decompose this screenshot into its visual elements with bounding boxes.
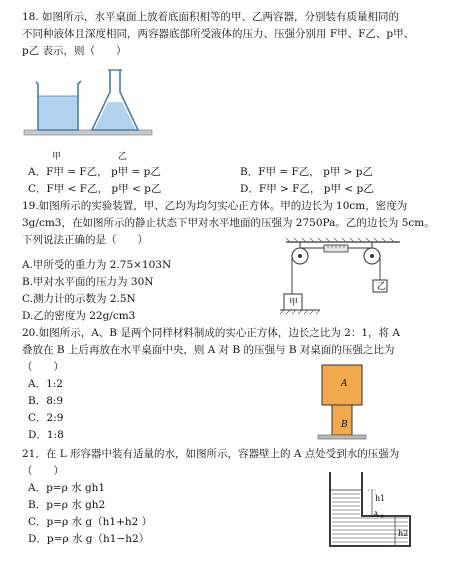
q18-line-1: 18. 如图所示，水平桌面上放着底面积相等的甲、乙两容器，分别装有质量相同的 (22, 11, 400, 23)
q20-label-a: A (341, 379, 348, 389)
q20-label-b: B (341, 420, 348, 430)
q20-option-b: B．8:9 (28, 395, 64, 407)
q18-beaker-liquid (38, 96, 78, 130)
q20-stacked-blocks-figure (318, 363, 386, 441)
q20-line-1: 20.如图所示，A、B 是两个同样材料制成的实心正方体，边长之比为 2：1，将 A (22, 327, 400, 339)
q18-line-3: p乙 表示，则（ ） (22, 45, 127, 57)
q21-label-a: A (373, 510, 379, 519)
q18-line-2: 不同种液体且深度相同，两容器底部所受液体的压力、压强分别用 F甲、F乙、p甲、 (22, 28, 415, 40)
q20-option-c: C．2:9 (28, 412, 64, 424)
q19-line-1: 19.如图所示的实验装置，甲、乙均为均匀实心正方体。甲的边长为 10cm，密度为 (22, 200, 408, 212)
q18-label-jia: 甲 (52, 152, 62, 162)
q19-line-2: 3g/cm3，在如图所示的静止状态下甲对水平地面的压强为 2750Pa。乙的边长为 5cm。 (22, 217, 435, 229)
q21-label-h1: h1 (375, 494, 386, 503)
q19-option-d: D.乙的密度为 22g/cm3 (22, 310, 136, 322)
q18-label-yi: 乙 (118, 152, 128, 162)
q20-line-3: （ ） (22, 361, 64, 373)
q20-option-d: D．1:8 (28, 429, 64, 441)
q21-option-a: A．p=ρ 水 gh1 (28, 482, 106, 494)
q21-line-2: （ ） (22, 465, 64, 477)
q21-option-d: D．p=ρ 水 g（h1−h2） (28, 533, 150, 545)
q18-option-c: C．F甲 < F乙， p甲 < p乙 (28, 183, 162, 195)
q19-option-b: B.甲对水平面的压力为 30N (22, 276, 154, 288)
q21-point-a (381, 515, 384, 518)
q21-label-h2: h2 (398, 529, 409, 538)
q19-option-a: A.甲所受的重力为 2.75×103N (22, 259, 172, 271)
q19-label-jia: 甲 (289, 298, 299, 308)
q21-line-1: 21．在 L 形容器中装有适量的水，如图所示，容器壁上的 A 点处受到水的压强为 (22, 448, 400, 460)
q19-pulley-figure (280, 236, 406, 318)
q18-flask-liquid (94, 102, 136, 130)
q19-line-3: 下列说法正确的是（ ） (22, 234, 148, 246)
q18-option-d: D．F甲 > F乙， p甲 < p乙 (240, 183, 374, 195)
q18-option-a: A．F甲 = F乙， p甲 = p乙 (28, 166, 161, 178)
q20-table (318, 435, 366, 439)
q19-option-c: C.测力计的示数为 2.5N (22, 293, 136, 305)
q20-line-2: 叠放在 B 上后再放在水平桌面中央，则 A 对 B 的压强与 B 对桌面的压强之比为 (22, 344, 395, 356)
q18-container-figure (24, 68, 154, 150)
q19-label-yi: 乙 (377, 282, 387, 292)
q20-option-a: A．1:2 (28, 378, 63, 390)
q18-option-b: B．F甲 = F乙， p甲 > p乙 (240, 166, 374, 178)
q21-option-c: C．p=ρ 水 g（h1+h2 ） (28, 516, 153, 528)
q21-option-b: B．p=ρ 水 gh2 (28, 499, 106, 511)
